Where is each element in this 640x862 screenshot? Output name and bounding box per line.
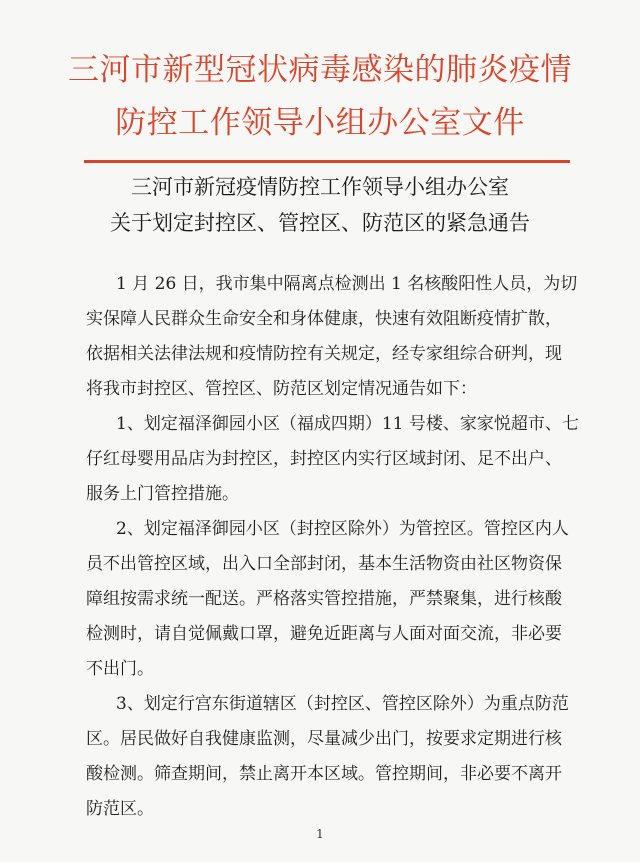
notice-title-line-2: 关于划定封控区、管控区、防范区的紧急通告	[110, 211, 530, 235]
body-line: 障组按需求统一配送。严格落实管控措施，严禁聚集，进行核酸	[86, 589, 562, 609]
red-divider-line	[84, 160, 570, 163]
body-line: 3、划定行宫东街道辖区（封控区、管控区除外）为重点防范	[116, 694, 569, 714]
body-line: 酸检测。筛查期间，禁止离开本区域。管控期间，非必要不离开	[86, 764, 562, 784]
header-title-line-2: 防控工作领导小组办公室文件	[115, 105, 525, 141]
body-line: 依据相关法律法规和疫情防控有关规定，经专家组综合研判，现	[86, 344, 562, 364]
header-title-line-1: 三河市新型冠状病毒感染的肺炎疫情	[68, 52, 572, 88]
page-number: 1	[316, 827, 324, 841]
body-line: 服务上门管控措施。	[86, 484, 239, 504]
body-line: 1 月 26 日，我市集中隔离点检测出 1 名核酸阳性人员，为切	[116, 274, 578, 294]
body-line: 区。居民做好自我健康监测，尽量减少出门，按要求定期进行核	[86, 729, 562, 749]
body-line: 员不出管控区域，出入口全部封闭，基本生活物资由社区物资保	[86, 554, 562, 574]
body-line: 检测时，请自觉佩戴口罩，避免近距离与人面对面交流，非必要	[86, 624, 562, 644]
body-line: 2、划定福泽御园小区（封控区除外）为管控区。管控区内人	[116, 519, 569, 539]
body-line: 实保障人民群众生命安全和身体健康，快速有效阻断疫情扩散，	[86, 309, 562, 329]
body-line: 防范区。	[86, 799, 154, 819]
notice-title-line-1: 三河市新冠疫情防控工作领导小组办公室	[131, 175, 509, 199]
body-line: 1、划定福泽御园小区（福成四期）11 号楼、家家悦超市、七	[116, 414, 579, 434]
body-line: 不出门。	[86, 659, 154, 679]
body-line: 仔红母婴用品店为封控区，封控区内实行区域封闭、足不出户、	[86, 449, 562, 469]
body-line: 将我市封控区、管控区、防范区划定情况通告如下：	[86, 379, 477, 399]
